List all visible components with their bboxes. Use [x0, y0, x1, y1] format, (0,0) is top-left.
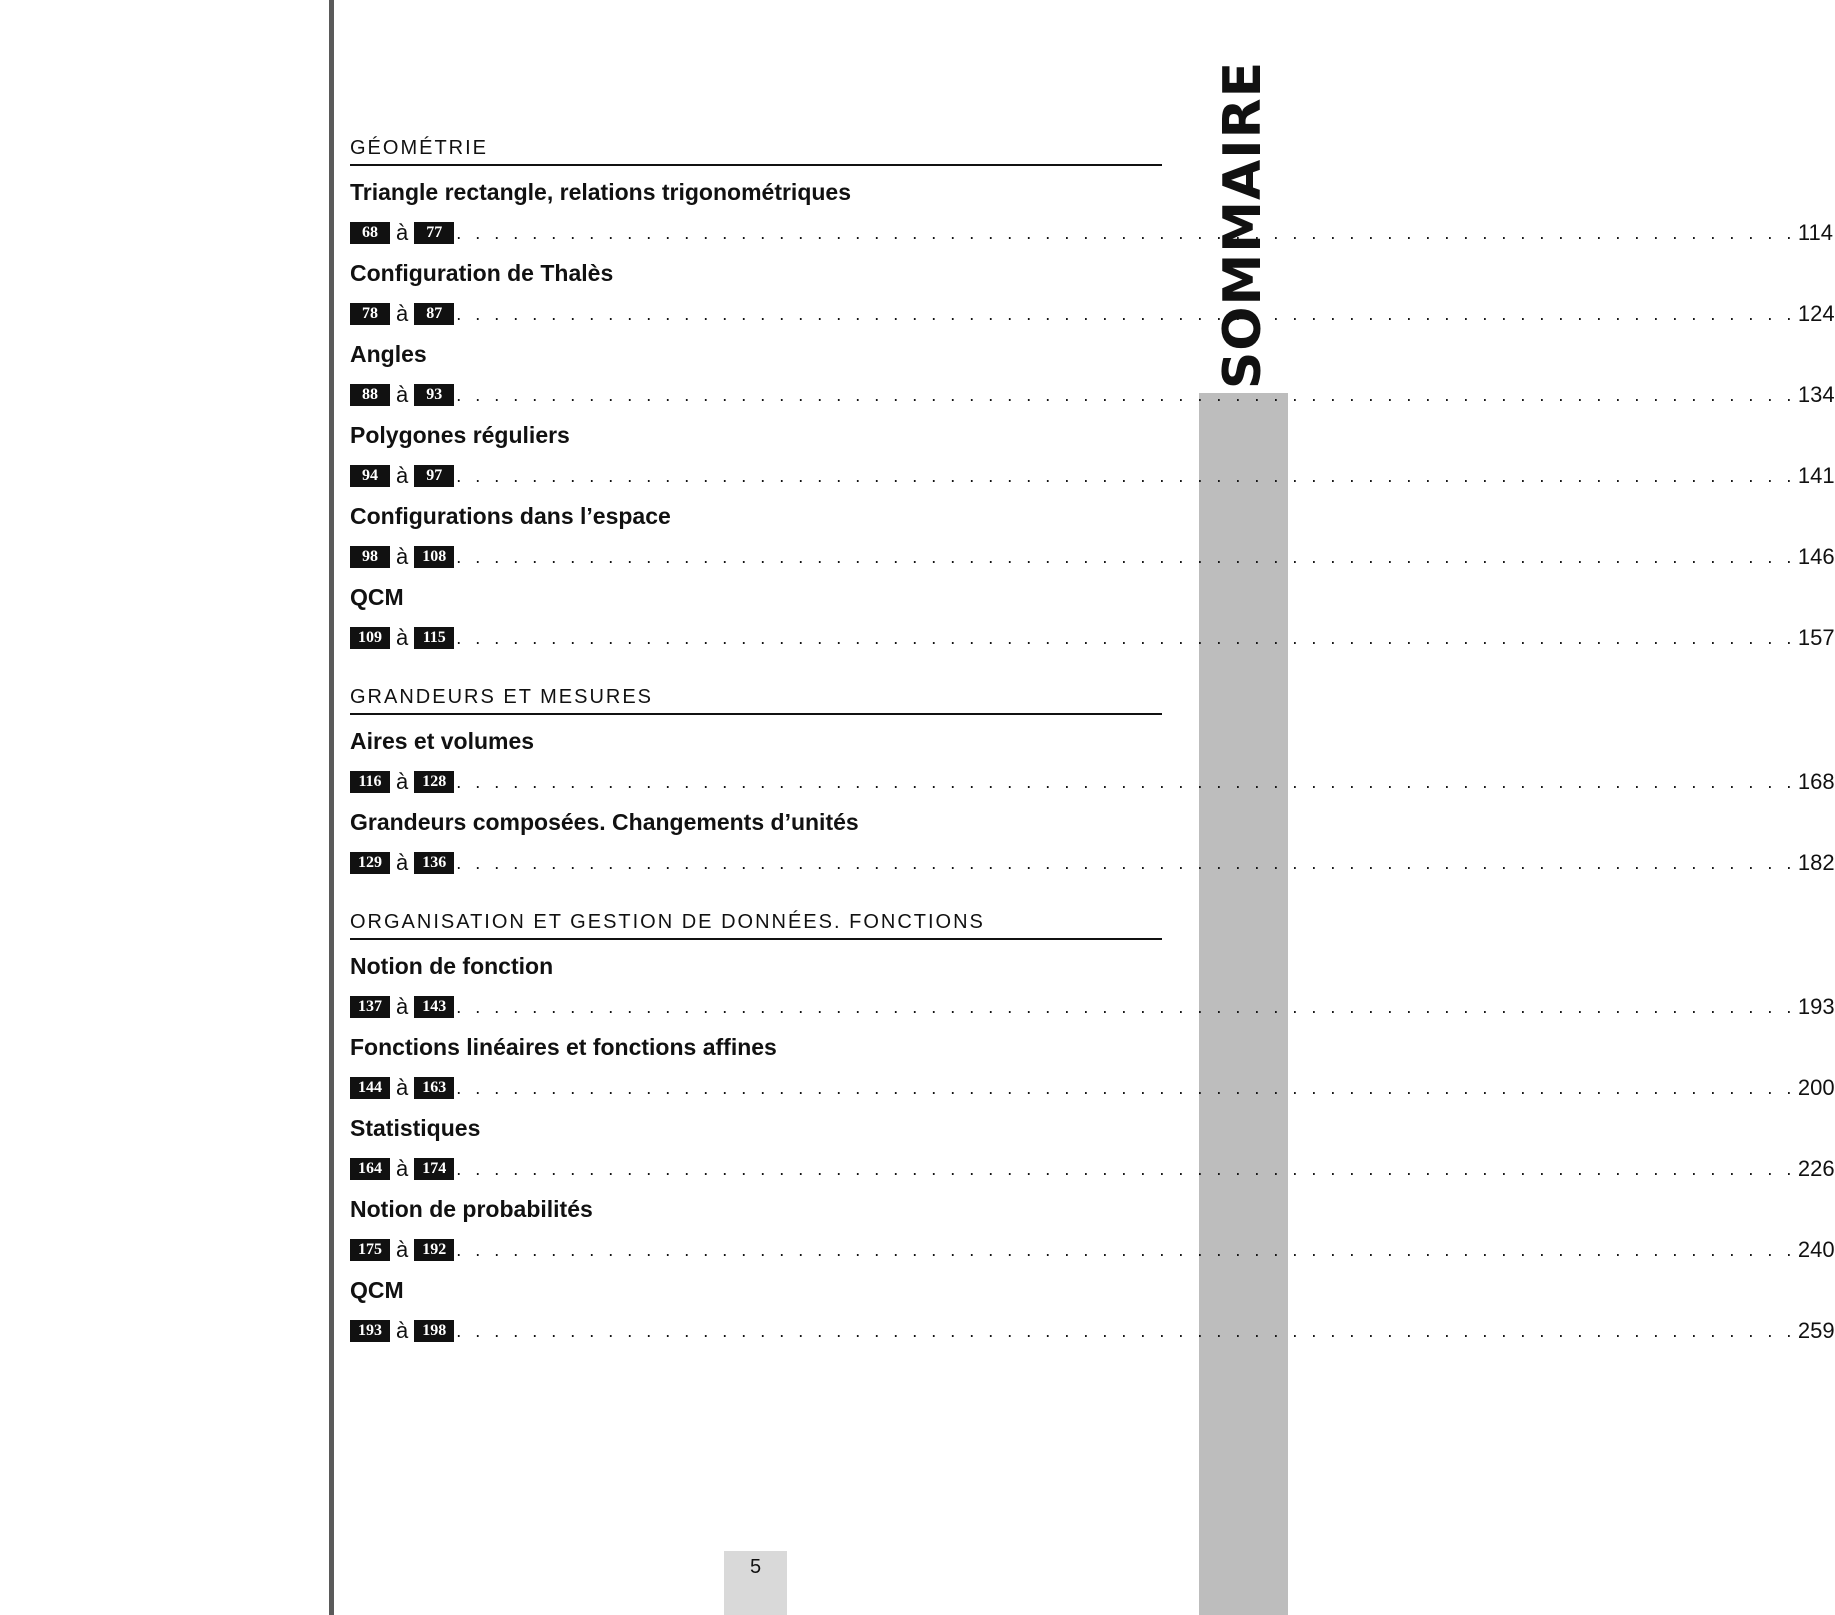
dot-leader: . . . . . . . . . . . . . . . . . . . . . . . . . . . . . . . . . . . . . . . . . . . . . . . . . . . . . . . . . . . . . . . . . . . . . . .	[456, 303, 1796, 324]
entry-line[interactable]	[350, 1074, 1835, 1102]
page-reference: 114	[1797, 220, 1833, 245]
page-reference: 141	[1797, 463, 1835, 488]
range-separator: à	[396, 382, 409, 407]
entry-line[interactable]	[350, 300, 1835, 328]
entry-title: Grandeurs composées. Changements d’unités	[350, 809, 859, 835]
range-separator: à	[396, 1156, 409, 1181]
entry-title: Aires et volumes	[350, 728, 535, 754]
dot-leader: . . . . . . . . . . . . . . . . . . . . . . . . . . . . . . . . . . . . . . . . . . . . . . . . . . . . . . . . . . . . . . . . . . . . . . .	[456, 771, 1796, 792]
page-reference: 124	[1797, 301, 1835, 326]
range-separator: à	[396, 1237, 409, 1262]
entry-title: Notion de fonction	[350, 953, 554, 979]
range-end-badge: 174	[414, 1158, 454, 1180]
entry-line[interactable]	[350, 624, 1835, 652]
side-title: SOMMAIRE	[1213, 60, 1273, 390]
section-heading: ORGANISATION ET GESTION DE DONNÉES. FONCTIONS	[350, 899, 1162, 940]
range-separator: à	[396, 625, 409, 650]
entry-title: Angles	[350, 341, 427, 367]
page-reference: 240	[1797, 1237, 1835, 1262]
entry-line[interactable]	[350, 219, 1833, 247]
range-end-badge: 198	[414, 1320, 454, 1342]
entry-title: Configuration de Thalès	[350, 260, 614, 286]
entry-line[interactable]	[350, 1236, 1835, 1264]
page-reference: 168	[1797, 769, 1835, 794]
dot-leader: . . . . . . . . . . . . . . . . . . . . . . . . . . . . . . . . . . . . . . . . . . . . . . . . . . . . . . . . . . . . . . . . . . . . . . .	[456, 546, 1796, 567]
entry-line[interactable]	[350, 768, 1835, 796]
range-separator: à	[396, 1318, 409, 1343]
range-separator: à	[396, 463, 409, 488]
range-end-badge: 108	[414, 546, 454, 568]
dot-leader: . . . . . . . . . . . . . . . . . . . . . . . . . . . . . . . . . . . . . . . . . . . . . . . . . . . . . . . . . . . . . . . . . . . . . . .	[456, 996, 1796, 1017]
entry-line[interactable]	[350, 381, 1835, 409]
page-reference: 134	[1797, 382, 1835, 407]
range-end-badge: 115	[414, 627, 454, 649]
entry-title: Polygones réguliers	[350, 422, 570, 448]
entry-line[interactable]	[350, 462, 1835, 490]
range-start-badge: 137	[350, 996, 390, 1018]
range-start-badge: 98	[350, 546, 390, 568]
range-separator: à	[396, 850, 409, 875]
entry-line[interactable]	[350, 849, 1835, 877]
range-start-badge: 144	[350, 1077, 390, 1099]
range-start-badge: 116	[350, 771, 390, 793]
dot-leader: . . . . . . . . . . . . . . . . . . . . . . . . . . . . . . . . . . . . . . . . . . . . . . . . . . . . . . . . . . . . . . . . . . . . . . .	[456, 1077, 1796, 1098]
toc-section	[350, 899, 1835, 1345]
dot-leader: . . . . . . . . . . . . . . . . . . . . . . . . . . . . . . . . . . . . . . . . . . . . . . . . . . . . . . . . . . . . . . . . . . . . . . .	[456, 852, 1796, 873]
range-separator: à	[396, 544, 409, 569]
page-reference: 200	[1797, 1075, 1835, 1100]
range-separator: à	[396, 1075, 409, 1100]
toc-section	[350, 674, 1835, 877]
range-end-badge: 87	[414, 303, 454, 325]
page-number: 5	[749, 1556, 762, 1578]
section-heading: GRANDEURS ET MESURES	[350, 674, 1162, 715]
page-reference: 226	[1797, 1156, 1835, 1181]
range-start-badge: 68	[350, 222, 390, 244]
range-separator: à	[396, 220, 409, 245]
range-start-badge: 175	[350, 1239, 390, 1261]
range-end-badge: 136	[414, 852, 454, 874]
entry-line[interactable]	[350, 1317, 1835, 1345]
page-reference: 157	[1797, 625, 1835, 650]
range-separator: à	[396, 301, 409, 326]
range-end-badge: 143	[414, 996, 454, 1018]
dot-leader: . . . . . . . . . . . . . . . . . . . . . . . . . . . . . . . . . . . . . . . . . . . . . . . . . . . . . . . . . . . . . . . . . . . . . . .	[456, 384, 1796, 405]
page-reference: 146	[1797, 544, 1835, 569]
dot-leader: . . . . . . . . . . . . . . . . . . . . . . . . . . . . . . . . . . . . . . . . . . . . . . . . . . . . . . . . . . . . . . . . . . . . . . .	[456, 1239, 1796, 1260]
entry-title: Statistiques	[350, 1115, 481, 1141]
entry-title: Configurations dans l’espace	[350, 503, 671, 529]
entry-title: QCM	[350, 1277, 404, 1303]
binding-line	[329, 0, 334, 1615]
range-end-badge: 77	[414, 222, 454, 244]
range-end-badge: 93	[414, 384, 454, 406]
dot-leader: . . . . . . . . . . . . . . . . . . . . . . . . . . . . . . . . . . . . . . . . . . . . . . . . . . . . . . . . . . . . . . . . . . . . . . .	[456, 1158, 1796, 1179]
entry-title: Fonctions linéaires et fonctions affines	[350, 1034, 777, 1060]
dot-leader: . . . . . . . . . . . . . . . . . . . . . . . . . . . . . . . . . . . . . . . . . . . . . . . . . . . . . . . . . . . . . . . . . . . . . . .	[456, 1320, 1796, 1341]
range-start-badge: 193	[350, 1320, 390, 1342]
range-start-badge: 94	[350, 465, 390, 487]
entry-line[interactable]	[350, 1155, 1835, 1183]
dot-leader: . . . . . . . . . . . . . . . . . . . . . . . . . . . . . . . . . . . . . . . . . . . . . . . . . . . . . . . . . . . . . . . . . . . . . . .	[456, 627, 1796, 648]
entry-title: QCM	[350, 584, 404, 610]
range-separator: à	[396, 994, 409, 1019]
range-start-badge: 129	[350, 852, 390, 874]
dot-leader: . . . . . . . . . . . . . . . . . . . . . . . . . . . . . . . . . . . . . . . . . . . . . . . . . . . . . . . . . . . . . . . . . . . . . . .	[456, 465, 1796, 486]
range-start-badge: 164	[350, 1158, 390, 1180]
entry-title: Triangle rectangle, relations trigonométriques	[350, 179, 852, 205]
section-heading: GÉOMÉTRIE	[350, 125, 1162, 166]
range-end-badge: 163	[414, 1077, 454, 1099]
range-end-badge: 97	[414, 465, 454, 487]
entry-line[interactable]	[350, 543, 1835, 571]
entry-line[interactable]	[350, 993, 1835, 1021]
range-end-badge: 192	[414, 1239, 454, 1261]
page-reference: 182	[1797, 850, 1835, 875]
range-start-badge: 109	[350, 627, 390, 649]
range-end-badge: 128	[414, 771, 454, 793]
range-start-badge: 88	[350, 384, 390, 406]
range-start-badge: 78	[350, 303, 390, 325]
page-reference: 193	[1797, 994, 1835, 1019]
page-reference: 259	[1797, 1318, 1835, 1343]
range-separator: à	[396, 769, 409, 794]
entry-title: Notion de probabilités	[350, 1196, 593, 1222]
dot-leader: . . . . . . . . . . . . . . . . . . . . . . . . . . . . . . . . . . . . . . . . . . . . . . . . . . . . . . . . . . . . . . . . . . . . . . .	[456, 222, 1796, 243]
